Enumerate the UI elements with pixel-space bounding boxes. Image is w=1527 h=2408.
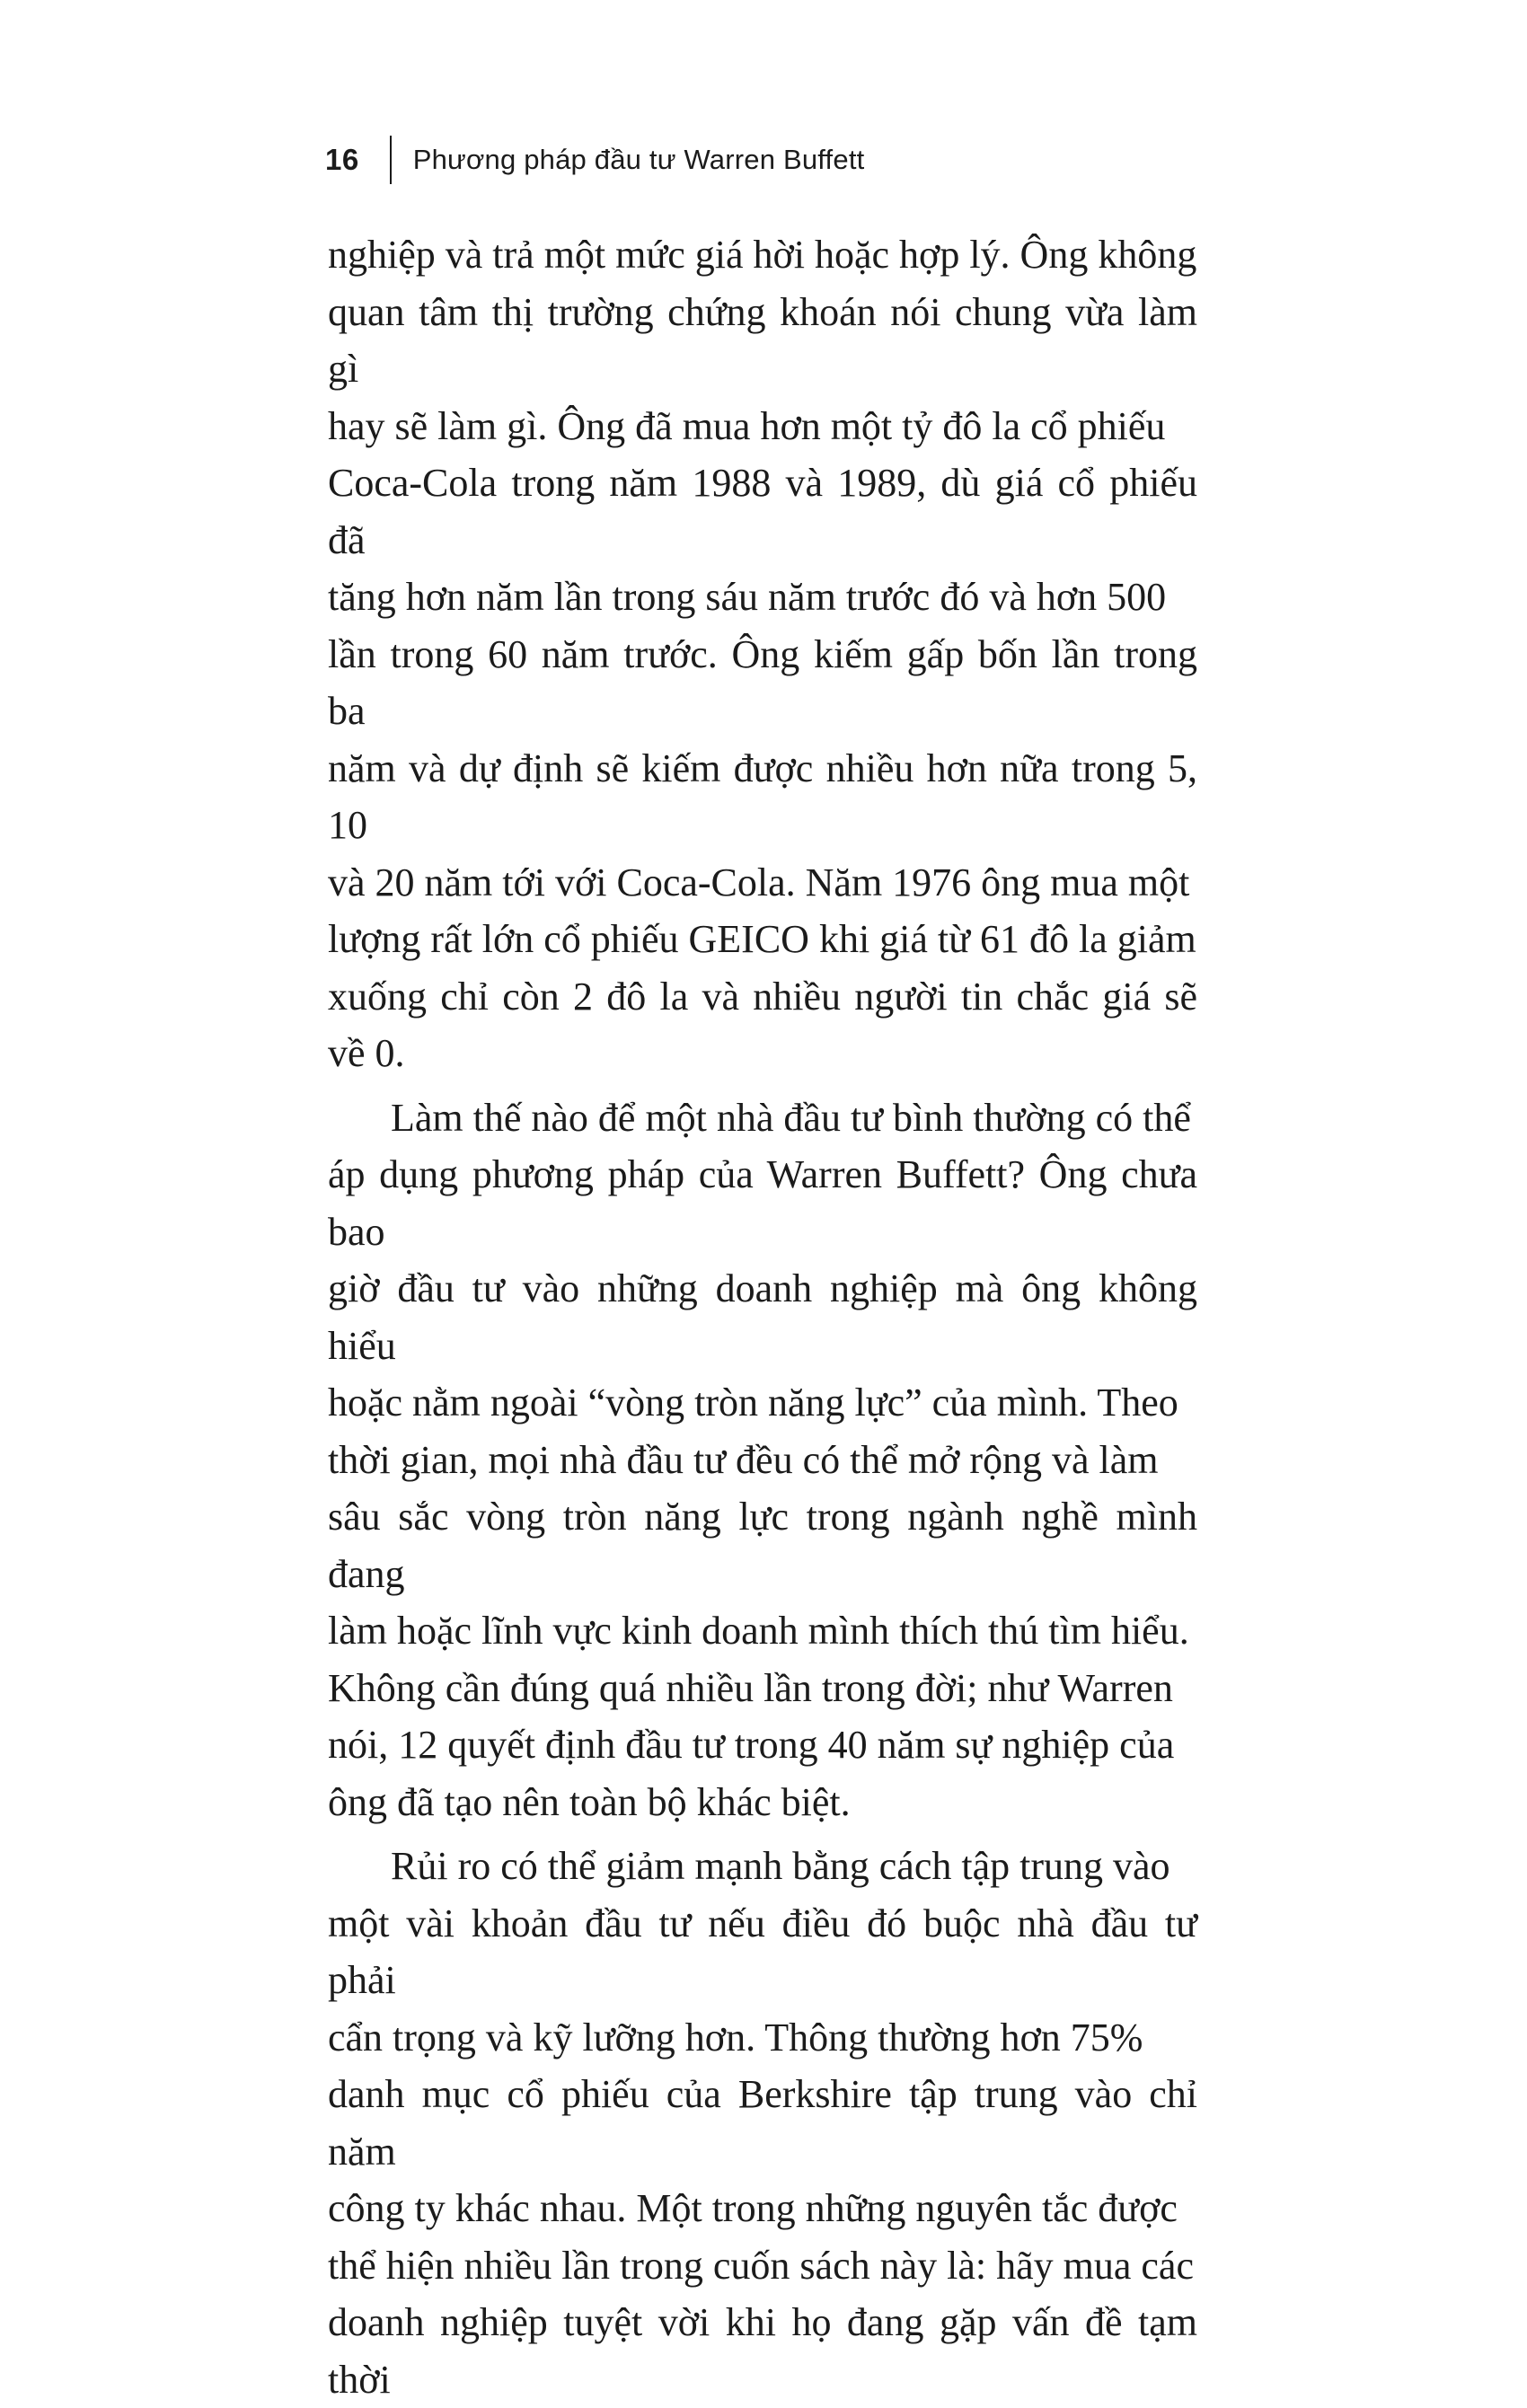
header-divider: [390, 136, 392, 184]
running-title: Phương pháp đầu tư Warren Buffett: [412, 144, 865, 175]
paragraph-2: Làm thế nào để một nhà đầu tư bình thường có thể áp dụng phương pháp của Warren Buffett? Ông chưa bao giờ đầu tư vào những doanh nghiệp mà ông không hiểu hoặc nằm ngoài “vòng tròn năng lực” của mình. Theo thời gian, mọi nhà đầu tư đều có thể mở rộng và làm sâu sắc vòng tròn năng lực trong ngành nghề mình đang làm hoặc lĩnh vực kinh doanh mình thích thú tìm hiểu. Không cần đúng quá nhiều lần trong đời; như Warren nói, 12 quyết định đầu tư trong 40 năm sự nghiệp của ông đã tạo nên toàn bộ khác biệt.: [328, 1095, 1197, 1824]
page-number: 16: [325, 143, 359, 176]
page-header: [325, 135, 864, 185]
paragraph-1: nghiệp và trả một mức giá hời hoặc hợp lý. Ông không quan tâm thị trường chứng khoán nói chung vừa làm gì hay sẽ làm gì. Ông đã mua hơn một tỷ đô la cổ phiếu Coca-Cola trong năm 1988 và 1989, dù giá cổ phiếu đã tăng hơn năm lần trong sáu năm trước đó và hơn 500 lần trong 60 năm trước. Ông kiếm gấp bốn lần trong ba năm và dự định sẽ kiếm được nhiều hơn nữa trong 5, 10 và 20 năm tới với Coca-Cola. Năm 1976 ông mua một lượng rất lớn cổ phiếu GEICO khi giá từ 61 đô la giảm xuống chỉ còn 2 đô la và nhiều người tin chắc giá sẽ về 0.: [328, 233, 1197, 1075]
paragraph-3: Rủi ro có thể giảm mạnh bằng cách tập trung vào một vài khoản đầu tư nếu điều đó buộc nhà đầu tư phải cẩn trọng và kỹ lưỡng hơn. Thông thường hơn 75% danh mục cổ phiếu của Berkshire tập trung vào chỉ năm công ty khác nhau. Một trong những nguyên tắc được thể hiện nhiều lần trong cuốn sách này là: hãy mua các doanh nghiệp tuyệt vời khi họ đang gặp vấn đề tạm thời: [328, 1844, 1197, 2402]
body-text: [328, 226, 1197, 2408]
